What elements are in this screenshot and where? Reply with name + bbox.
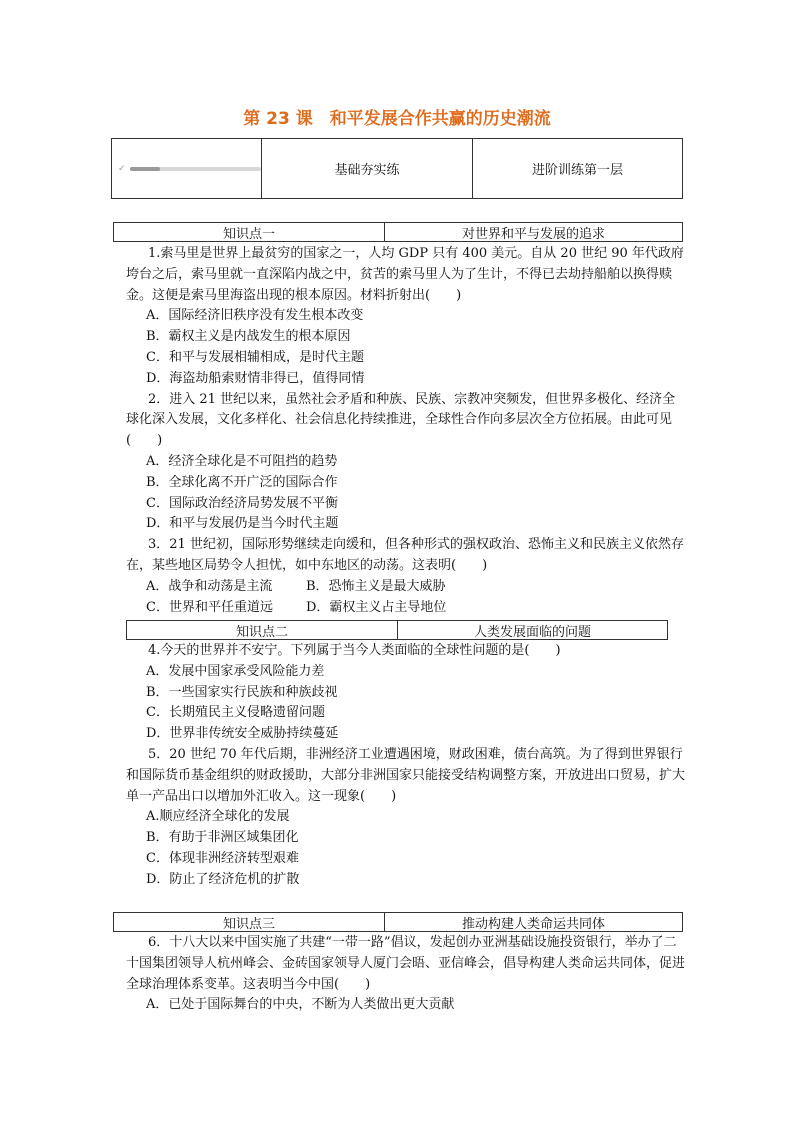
kp-topic: 推动构建人类命运共同体 [461, 916, 605, 932]
option-c: C．国际政治经济局势发展不平衡 [146, 495, 338, 511]
progress-bar-graphic [130, 167, 261, 171]
options-row [126, 598, 686, 619]
page-title: 第 23 课 和平发展合作共赢的历史潮流 [243, 109, 551, 129]
kp-topic: 人类发展面临的问题 [473, 624, 591, 640]
option-a: A．已处于国际舞台的中央，不断为人类做出更大贡献 [146, 997, 455, 1013]
kp-label: 知识点一 [114, 223, 385, 241]
knowledge-point-1-header [113, 222, 683, 242]
option-a: A．战争和动荡是主流 [146, 578, 273, 594]
kp-topic: 对世界和平与发展的追求 [461, 226, 605, 242]
check-icon: ✓ [118, 163, 126, 174]
banner-logo [112, 139, 262, 198]
question-stem: 2．进入 21 世纪以来，虽然社会矛盾和种族、民族、宗教冲突频发，但世界多极化、经济全球化深入发展，文化多样化、社会信息化持续推进，全球性合作向多层次全方位拓展。由此可见( ) [126, 391, 676, 449]
option-d: D．和平与发展仍是当今时代主题 [146, 516, 339, 532]
question-stem: 1.索马里是世界上最贫穷的国家之一，人均 GDP 只有 400 美元。自从 20 世纪 90 年代政府垮台之后，索马里就一直深陷内战之中，贫苦的索马里人为了生计，不得已去劫持船舶以换得赎金。这便是索马里海盗出现的根本原因。材料折射出( ) [126, 246, 684, 303]
option-d: D．海盗劫船索财情非得已，值得同情 [146, 370, 365, 386]
option-b: B．有助于非洲区域集团化 [146, 830, 299, 846]
question-stem: 4.今天的世界并不安宁。下列属于当今人类面临的全球性问题的是( ) [148, 643, 561, 658]
option-b: B．霸权主义是内战发生的根本原因 [146, 329, 351, 345]
option-a: A．国际经济旧秩序没有发生根本改变 [146, 308, 364, 324]
question-stem: 6．十八大以来中国实施了共建“一带一路”倡议，发起创办亚洲基础设施投资银行，举办了二十国集团领导人杭州峰会、金砖国家领导人厦门会晤、亚信峰会，倡导构建人类命运共同体，促进全球治理体系变革。这表明当今中国( ) [126, 935, 686, 992]
option-a: A．经济全球化是不可阻挡的趋势 [146, 453, 338, 469]
option-c: C．和平与发展相辅相成，是时代主题 [146, 349, 364, 365]
option-d: D．霸权主义占主导地位 [306, 599, 447, 615]
questions-4-5 [126, 641, 686, 891]
option-c: C．体现非洲经济转型艰难 [146, 850, 299, 866]
banner-col-basic: 基础夯实练 [262, 139, 473, 198]
option-b: B．全球化离不开广泛的国际合作 [146, 474, 338, 490]
option-a: A．发展中国家承受风险能力差 [146, 663, 325, 679]
options-row [126, 577, 686, 598]
option-b: B．恐怖主义是最大威胁 [306, 578, 446, 594]
knowledge-point-2-header [126, 620, 668, 640]
option-d: D．世界非传统安全威胁持续蔓延 [146, 726, 339, 742]
header-banner-table [111, 138, 683, 199]
kp-label: 知识点三 [114, 913, 385, 931]
banner-col-advanced: 进阶训练第一层 [531, 163, 623, 178]
option-d: D．防止了经济危机的扩散 [146, 871, 300, 887]
kp-label: 知识点二 [127, 621, 398, 639]
question-stem: 3．21 世纪初，国际形势继续走向缓和，但各种形式的强权政治、恐怖主义和民族主义依然存在，某些地区局势令人担忧，如中东地区的动荡。这表明( ) [126, 537, 684, 573]
questions-1-3 [126, 244, 686, 618]
option-b: B．一些国家实行民族和种族歧视 [146, 684, 338, 700]
question-stem: 5．20 世纪 70 年代后期，非洲经济工业遭遇困境，财政困难，债台高筑。为了得到世界银行和国际货币基金组织的财政援助，大部分非洲国家只能接受结构调整方案，开放进出口贸易，扩大单一产品出口以增加外汇收入。这一现象( ) [126, 746, 686, 804]
question-6 [126, 933, 686, 1016]
option-a: A.顺应经济全球化的发展 [146, 809, 290, 825]
knowledge-point-3-header [113, 912, 683, 932]
option-c: C．世界和平任重道远 [146, 599, 273, 615]
option-c: C．长期殖民主义侵略遗留问题 [146, 705, 325, 721]
